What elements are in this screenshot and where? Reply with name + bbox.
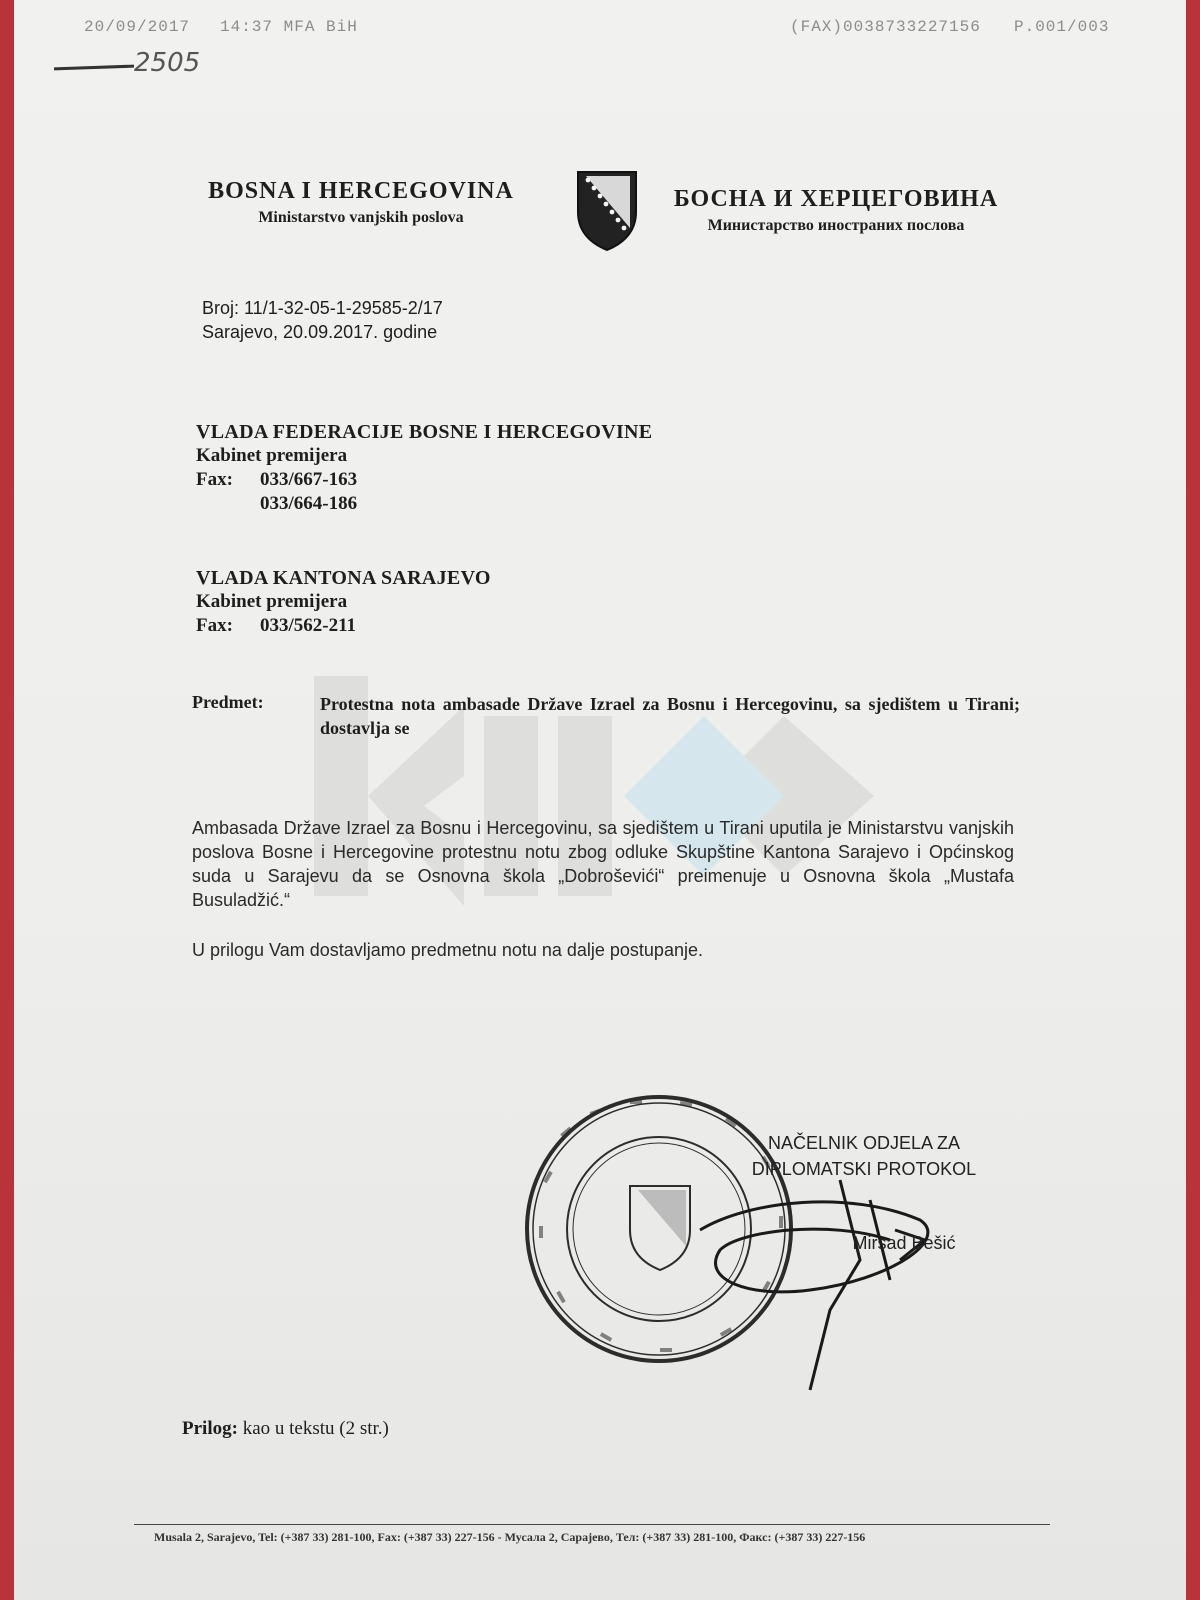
- recipient-block: [196, 420, 652, 516]
- document-page: [14, 0, 1186, 1600]
- attachment-text: kao u tekstu (2 str.): [242, 1418, 389, 1439]
- fax-page: P.001/003: [1014, 18, 1110, 36]
- fax-number-value: 033/562-211: [260, 615, 357, 636]
- header-left-subtitle: Ministarstvo vanjskih poslova: [258, 209, 464, 226]
- recipient-name: VLADA FEDERACIJE BOSNE I HERCEGOVINE: [196, 421, 653, 443]
- footer-divider: [134, 1524, 1050, 1525]
- header-right-subtitle: Министарство иностраних послова: [707, 217, 965, 234]
- fax-number-value: 033/664-186: [260, 493, 358, 514]
- fax-label: Fax:: [196, 469, 233, 490]
- fax-number-value: 033/667-163: [260, 469, 358, 490]
- reference-number: Broj: 11/1-32-05-1-29585-2/17: [202, 298, 443, 318]
- body-paragraph: Ambasada Države Izrael za Bosnu i Hercegovinu, sa sjedištem u Tirani uputila je Ministarstvu vanjskih poslova Bosne i Hercegovine protestnu notu zbog odluke Skupštine Kantona Sarajevo i Općinskog suda u Sarajevu da se Osnovna škola „Dobroševići“ preimenuje u Osnovna škola „Mustafa Busuladžić.“: [192, 818, 1014, 910]
- handwritten-dash: [54, 65, 134, 71]
- attachment-label: Prilog:: [182, 1418, 238, 1439]
- subject-text: Protestna nota ambasade Države Izrael za Bosnu i Hercegovinu, sa sjedištem u Tirani; dostavlja se: [320, 694, 1020, 738]
- signatory-name: Mirsad Bešić: [852, 1233, 956, 1253]
- handwritten-note: 2505: [134, 48, 201, 78]
- recipient-office: Kabinet premijera: [196, 591, 348, 612]
- attachment-line: [182, 1418, 389, 1440]
- recipient-name: VLADA KANTONA SARAJEVO: [196, 567, 491, 589]
- recipient-office: Kabinet premijera: [196, 445, 348, 466]
- reference-place-date: Sarajevo, 20.09.2017. godine: [202, 322, 438, 342]
- header-latin: [196, 178, 526, 227]
- signature-block: [714, 1130, 1014, 1256]
- coat-of-arms-icon: [574, 168, 640, 252]
- fax-date: 20/09/2017: [84, 18, 191, 36]
- fax-number: (FAX)0038733227156: [790, 18, 981, 36]
- footer-address: Musala 2, Sarajevo, Tel: (+387 33) 281-100, Fax: (+387 33) 227-156 - Мусала 2, Сарајево, Тел: (+387 33) 281-100, Факс: (+387 33) 227-156: [154, 1530, 866, 1544]
- header-right-title: БОСНА И ХЕРЦЕГОВИНА: [673, 186, 999, 212]
- subject-label: Predmet:: [192, 692, 264, 712]
- recipient-block: [196, 566, 491, 638]
- body-paragraph: U prilogu Vam dostavljamo predmetnu notu na dalje postupanje.: [192, 940, 703, 960]
- fax-label: Fax:: [196, 615, 233, 636]
- signatory-title: DIPLOMATSKI PROTOKOL: [751, 1159, 977, 1179]
- fax-time-sender: 14:37 MFA BiH: [220, 18, 358, 36]
- signatory-title: NAČELNIK ODJELA ZA: [767, 1133, 961, 1153]
- reference-block: [202, 296, 443, 344]
- header-left-title: BOSNA I HERCEGOVINA: [208, 178, 514, 204]
- header-cyrillic: [666, 186, 1006, 235]
